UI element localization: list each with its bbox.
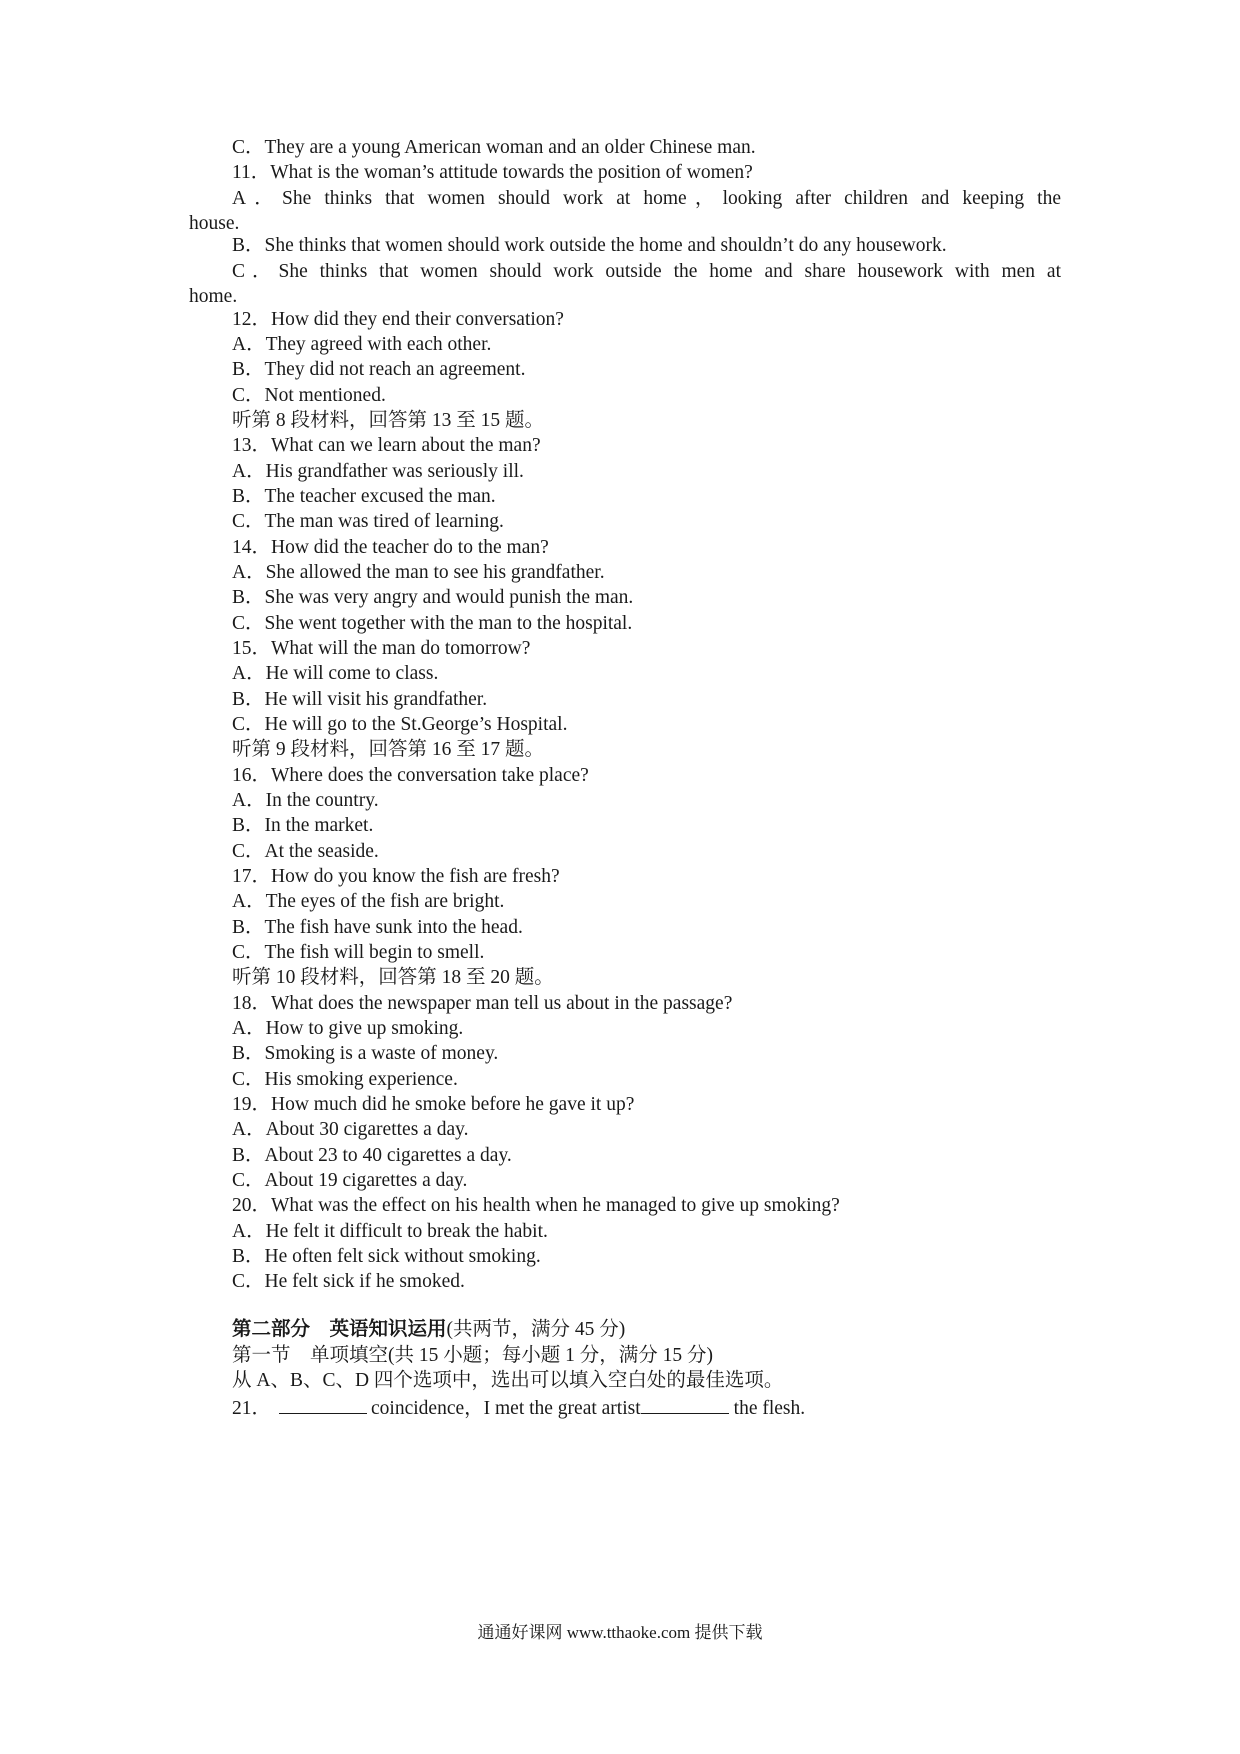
q14-option-c: C．She went together with the man to the hospital. xyxy=(232,613,633,634)
q17-option-a: A．The eyes of the fish are bright. xyxy=(232,891,505,912)
q16-option-c: C．At the seaside. xyxy=(232,841,379,862)
q16-option-a: A．In the country. xyxy=(232,790,379,811)
q20-option-b: B．He often felt sick without smoking. xyxy=(232,1246,541,1267)
q19-option-c: C．About 19 cigarettes a day. xyxy=(232,1170,468,1191)
q19-option-a: A．About 30 cigarettes a day. xyxy=(232,1119,469,1140)
q11-option-c-cont: home. xyxy=(189,286,238,307)
q13-question: 13．What can we learn about the man? xyxy=(232,435,541,456)
q15-question: 15．What will the man do tomorrow? xyxy=(232,638,531,659)
q20-option-c: C．He felt sick if he smoked. xyxy=(232,1271,465,1292)
section-one-title: 第一节 单项填空 xyxy=(232,1345,389,1366)
q13-option-b: B．The teacher excused the man. xyxy=(232,486,496,507)
q17-question: 17．How do you know the fish are fresh? xyxy=(232,866,560,887)
q12-option-a: A．They agreed with each other. xyxy=(232,334,492,355)
q15-option-b: B．He will visit his grandfather. xyxy=(232,689,488,710)
q21-blank-1 xyxy=(279,1395,367,1414)
section-one-heading xyxy=(232,1344,713,1368)
q18-option-a: A．How to give up smoking. xyxy=(232,1018,464,1039)
q14-option-a: A．She allowed the man to see his grandfather. xyxy=(232,562,605,583)
q21-question xyxy=(232,1395,805,1421)
q17-option-c: C．The fish will begin to smell. xyxy=(232,942,485,963)
q21-text-end: the flesh. xyxy=(733,1398,806,1419)
q14-question: 14．How did the teacher do to the man? xyxy=(232,537,549,558)
section-one-note: (共 15 小题；每小题 1 分，满分 15 分) xyxy=(388,1345,714,1366)
listening-heading-9: 听第 9 段材料，回答第 16 至 17 题。 xyxy=(232,739,545,760)
q15-option-a: A．He will come to class. xyxy=(232,663,439,684)
q11-option-c: C．She thinks that women should work outside the home and share housework with men at xyxy=(232,261,1061,282)
part-two-title: 第二部分 英语知识运用 xyxy=(232,1319,447,1340)
q11-question: 11．What is the woman’s attitude towards the position of women? xyxy=(232,162,753,183)
q19-option-b: B．About 23 to 40 cigarettes a day. xyxy=(232,1145,512,1166)
q12-option-c: C．Not mentioned. xyxy=(232,385,386,406)
q18-question: 18．What does the newspaper man tell us about in the passage? xyxy=(232,993,733,1014)
part-two-note: (共两节，满分 45 分) xyxy=(446,1319,626,1340)
q16-question: 16．Where does the conversation take place? xyxy=(232,765,589,786)
listening-heading-10: 听第 10 段材料，回答第 18 至 20 题。 xyxy=(232,967,554,988)
q20-question: 20．What was the effect on his health when he managed to give up smoking? xyxy=(232,1195,840,1216)
q18-option-c: C．His smoking experience. xyxy=(232,1069,458,1090)
listening-heading-8: 听第 8 段材料，回答第 13 至 15 题。 xyxy=(232,410,545,431)
section-instruction: 从 A、B、C、D 四个选项中，选出可以填入空白处的最佳选项。 xyxy=(232,1370,784,1391)
q14-option-b: B．She was very angry and would punish the man. xyxy=(232,587,634,608)
q21-number: 21． xyxy=(232,1398,272,1419)
q21-text-mid: coincidence，I met the great artist xyxy=(371,1398,641,1419)
q21-blank-2 xyxy=(641,1395,729,1414)
q11-option-b: B．She thinks that women should work outside the home and shouldn’t do any housework. xyxy=(232,235,947,256)
q11-option-a-cont: house. xyxy=(189,213,240,234)
page-footer: 通通好课网 www.tthaoke.com 提供下载 xyxy=(477,1623,763,1642)
q12-option-b: B．They did not reach an agreement. xyxy=(232,359,526,380)
q20-option-a: A．He felt it difficult to break the habit. xyxy=(232,1221,548,1242)
q12-question: 12．How did they end their conversation? xyxy=(232,309,564,330)
part-two-heading xyxy=(232,1318,625,1342)
q19-question: 19．How much did he smoke before he gave it up? xyxy=(232,1094,635,1115)
q17-option-b: B．The fish have sunk into the head. xyxy=(232,917,523,938)
q18-option-b: B．Smoking is a waste of money. xyxy=(232,1043,499,1064)
q13-option-a: A．His grandfather was seriously ill. xyxy=(232,461,524,482)
q16-option-b: B．In the market. xyxy=(232,815,374,836)
q10-option-c: C．They are a young American woman and an older Chinese man. xyxy=(232,137,756,158)
q13-option-c: C．The man was tired of learning. xyxy=(232,511,504,532)
q11-option-a: A．She thinks that women should work at home，looking after children and keeping the xyxy=(232,188,1061,209)
q15-option-c: C．He will go to the St.George’s Hospital. xyxy=(232,714,568,735)
